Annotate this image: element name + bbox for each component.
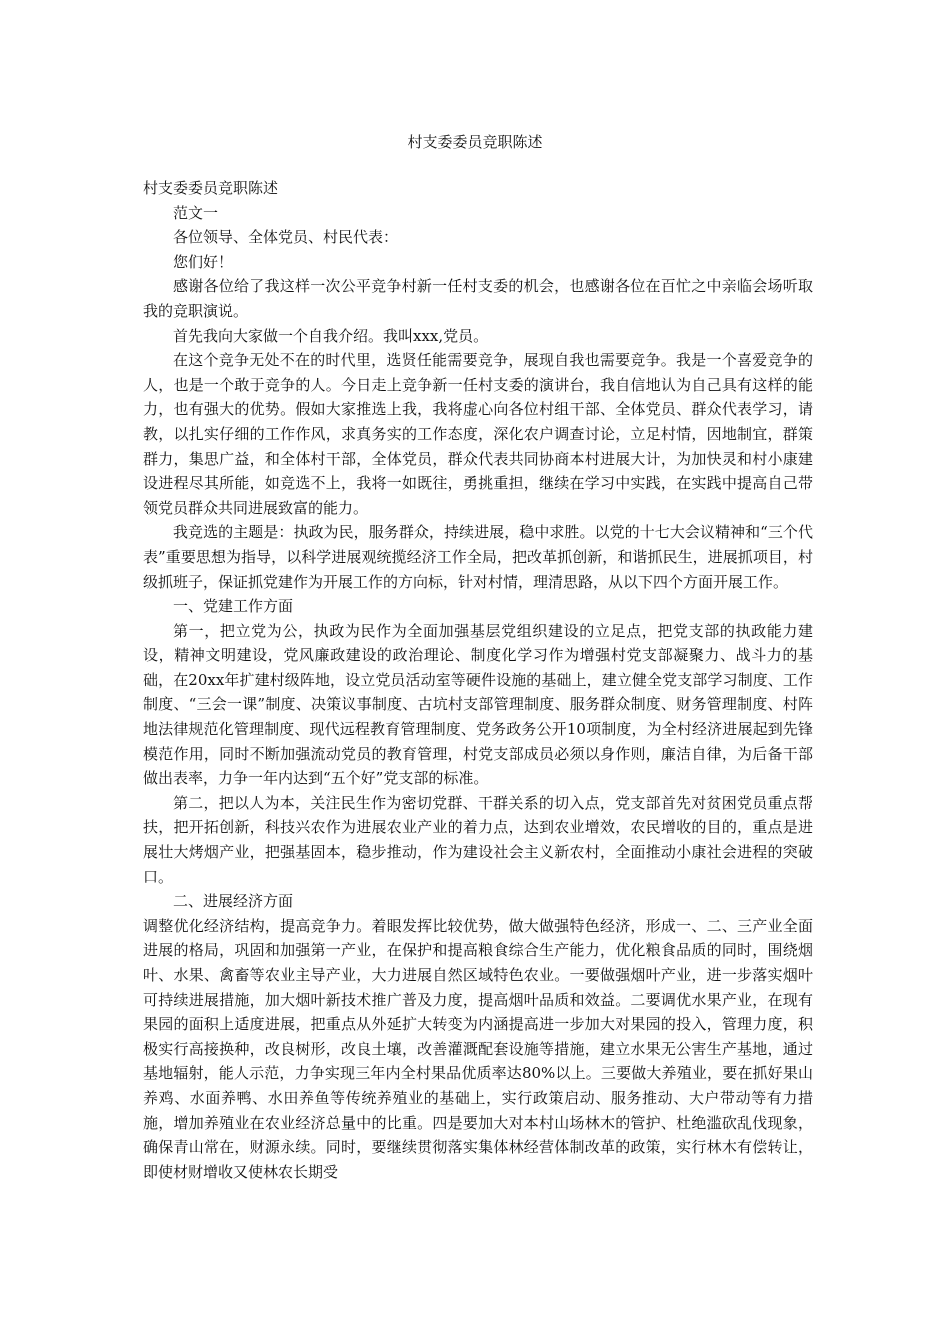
paragraph: 范文一 bbox=[173, 203, 219, 222]
paragraph: 我竞选的主题是：执政为民，服务群众，持续进展，稳中求胜。以党的十七大会议精神和“三个代表”重要思想为指导，以科学进展观统揽经济工作全局，把改革抓创新，和谐抓民生，进展抓项目，村级抓班子，保证抓党建作为开展工作的方向标，针对村情，理清思路，从以下四个方面开展工作。 bbox=[143, 523, 813, 591]
paragraph: 首先我向大家做一个自我介绍。我叫xxx,党员。 bbox=[173, 326, 489, 345]
paragraph: 在这个竞争无处不在的时代里，选贤任能需要竞争，展现自我也需要竞争。我是一个喜爱竞争的人，也是一个敢于竞争的人。今日走上竞争新一任村支委的演讲台，我自信地认为自己具有这样的能力，也有强大的优势。假如大家推选上我，我将虚心向各位村组干部、全体党员、群众代表学习，请教，以扎实仔细的工作作风，求真务实的工作态度，深化农户调查讨论，立足村情，因地制宜，群策群力，集思广益，和全体村干部，全体党员，群众代表共同协商本村进展大计，为加快灵和村小康建设进程尽其所能，如竞选不上，我将一如既往，勇挑重担，继续在学习中实践，在实践中提高自己带领党员群众共同进展致富的能力。 bbox=[143, 351, 813, 517]
paragraph: 调整优化经济结构，提高竞争力。着眼发挥比较优势，做大做强特色经济，形成一、二、三产业全面进展的格局，巩固和加强第一产业，在保护和提高粮食综合生产能力，优化粮食品质的同时，围绕烟叶、水果、禽畜等农业主导产业，大力进展自然区域特色农业。一要做强烟叶产业，进一步落实烟叶可持续进展措施，加大烟叶新技术推广普及力度，提高烟叶品质和效益。二要调优水果产业，在现有果园的面积上适度进展，把重点从外延扩大转变为内涵提高进一步加大对果园的投入，管理力度，积极实行高接换种，改良树形，改良土壤，改善灌溉配套设施等措施，建立水果无公害生产基地，通过基地辐射，能人示范，力争实现三年内全村果品优质率达80%以上。三要做大养殖业，要在抓好果山养鸡、水面养鸭、水田养鱼等传统养殖业的基础上，实行政策启动、服务推动、大户带动等有力措施，增加养殖业在农业经济总量中的比重。四是要加大对本村山场林木的管护、杜绝滥砍乱伐现象，确保青山常在，财源永续。同时，要继续贯彻落实集体林经营体制改革的政策，实行林木有偿转让，即使材财增收又使林农长期受 bbox=[143, 916, 813, 1181]
paragraph: 各位领导、全体党员、村民代表： bbox=[173, 228, 399, 247]
paragraph: 二、进展经济方面 bbox=[173, 892, 294, 911]
paragraph: 一、党建工作方面 bbox=[173, 597, 294, 616]
paragraph: 第二，把以人为本，关注民生作为密切党群、干群关系的切入点，党支部首先对贫困党员重点帮扶，把开拓创新，科技兴农作为进展农业产业的着力点，达到农业增效，农民增收的目的，重点是进展壮大烤烟产业，把强基固本，稳步推动，作为建设社会主义新农村，全面推动小康社会进程的突破口。 bbox=[143, 793, 813, 886]
paragraph: 村支委委员竞职陈述 bbox=[143, 179, 279, 197]
paragraph: 第一，把立党为公，执政为民作为全面加强基层党组织建设的立足点，把党支部的执政能力建设，精神文明建设，党风廉政建设的政治理论、制度化学习作为增强村党支部凝聚力、战斗力的基础，在20xx年扩建村级阵地，设立党员活动室等硬件设施的基础上，建立健全党支部学习制度、工作制度、“三会一课”制度、决策议事制度、古坑村支部管理制度、服务群众制度、财务管理制度、村阵地法律规范化管理制度、现代远程教育管理制度、党务政务公开10项制度，为全村经济进展起到先锋模范作用，同时不断加强流动党员的教育管理，村党支部成员必须以身作则，廉洁自律，为后备干部做出表率，力争一年内达到“五个好”党支部的标准。 bbox=[143, 621, 813, 788]
paragraph: 感谢各位给了我这样一次公平竞争村新一任村支委的机会，也感谢各位在百忙之中亲临会场听取我的竞职演说。 bbox=[143, 277, 813, 320]
document-body bbox=[143, 176, 813, 1184]
paragraph: 您们好！ bbox=[173, 252, 234, 271]
document-title: 村支委委员竞职陈述 bbox=[407, 133, 543, 151]
